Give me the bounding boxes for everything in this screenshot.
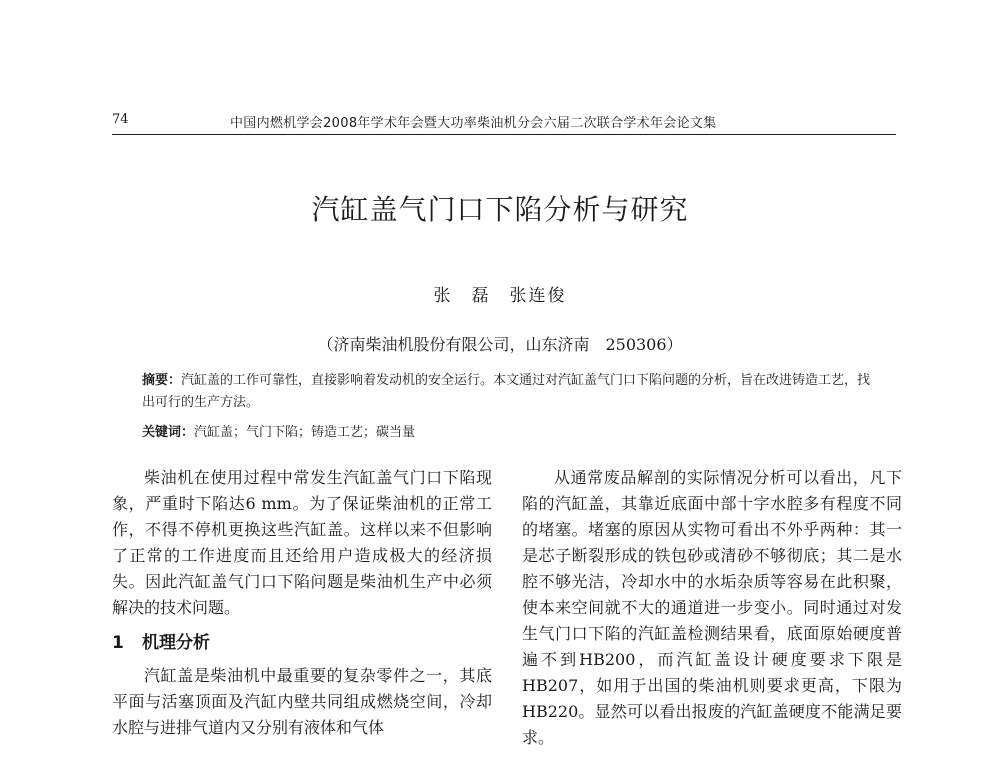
- section-title: 机理分析: [142, 633, 210, 653]
- left-column: [112, 465, 492, 741]
- abstract-text: 汽缸盖的工作可靠性，直接影响着发动机的安全运行。本文通过对汽缸盖气门口下陷问题的分析，旨在改进铸造工艺，找出可行的生产方法。: [142, 373, 871, 410]
- section-number: 1: [112, 633, 124, 653]
- running-header: [112, 112, 896, 135]
- paper-title: 汽缸盖气门口下陷分析与研究: [311, 193, 689, 226]
- keywords-text: 汽缸盖；气门下陷；铸造工艺；碳当量: [194, 425, 416, 440]
- keywords: [142, 422, 882, 444]
- analysis-paragraph: 从通常废品解剖的实际情况分析可以看出，凡下陷的汽缸盖，其靠近底面中部十字水腔多有程度不同的堵塞。堵塞的原因从实物可看出不外乎两种：其一是芯子断裂形成的铁包砂或清砂不够彻底；其二是水腔不够光洁，冷却水中的水垢杂质等容易在此积聚，使本来空间就不大的通道进一步变小。同时通过对发生气门口下陷的汽缸盖检测结果看，底面原始硬度普遍不到HB200，而汽缸盖设计硬度要求下限是HB207，如用于出国的柴油机则要求更高，下限为HB220。显然可以看出报废的汽缸盖硬度不能满足要求。: [522, 468, 902, 747]
- section-paragraph: 汽缸盖是柴油机中最重要的复杂零件之一，其底平面与活塞顶面及汽缸内壁共同组成燃烧空间，冷却水腔与进排气道内又分别有液体和气体: [112, 666, 492, 737]
- affiliation: （济南柴油机股份有限公司，山东济南 250306）: [317, 335, 683, 354]
- authors: 张 磊 张连俊: [433, 286, 567, 306]
- journal-title: 中国内燃机学会2008年学术年会暨大功率柴油机分会六届二次联合学术年会论文集: [230, 116, 717, 131]
- page-number: 74: [112, 112, 129, 127]
- intro-paragraph: 柴油机在使用过程中常发生汽缸盖气门口下陷现象，严重时下陷达6 mm。为了保证柴油机的正常工作，不得不停机更换这些汽缸盖。这样以来不但影响了正常的工作进度而且还给用户造成极大的经济损失。因此汽缸盖气门口下陷问题是柴油机生产中必须解决的技术问题。: [112, 468, 492, 617]
- keywords-label: 关键词：: [142, 425, 195, 440]
- right-column: [522, 465, 902, 751]
- abstract: [142, 370, 882, 414]
- section-heading: [112, 631, 492, 655]
- abstract-label: 摘要：: [142, 373, 182, 388]
